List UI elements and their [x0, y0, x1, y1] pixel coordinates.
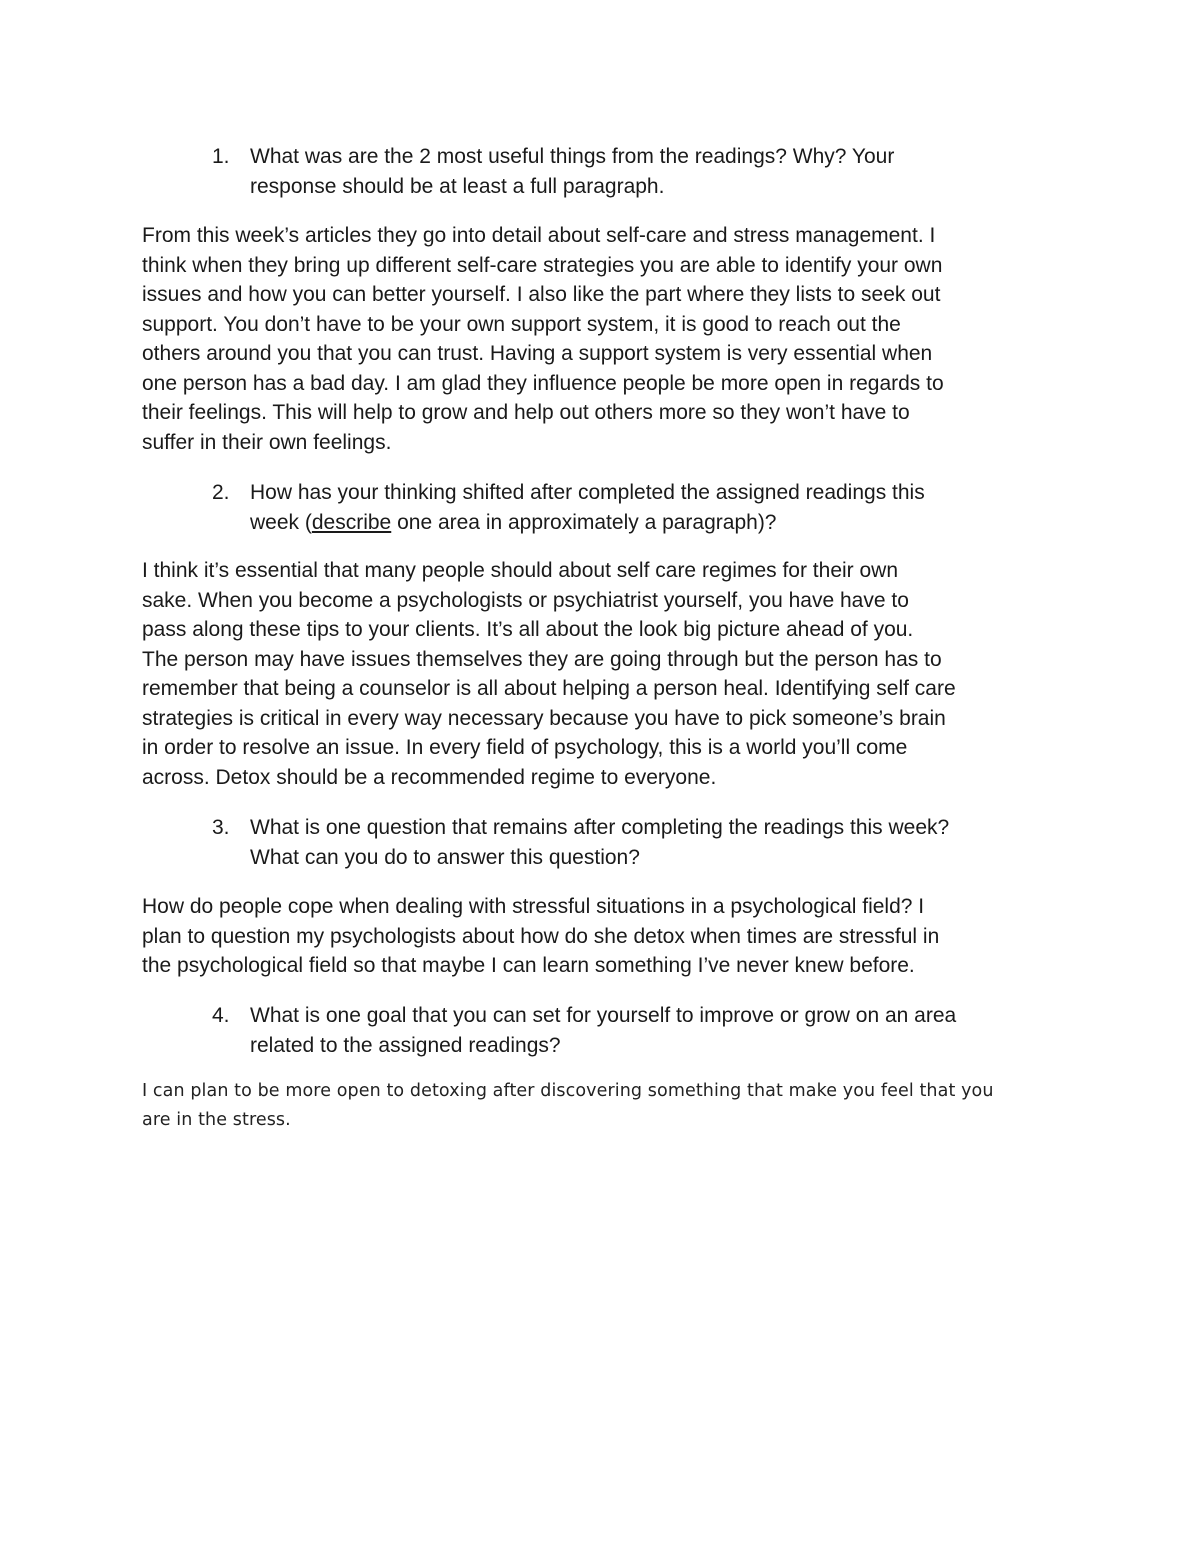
answer-3: [142, 892, 1072, 981]
question-2-line-2-prefix: week (: [250, 511, 312, 534]
question-2-line-2: [250, 508, 1072, 538]
question-2-underlined-word: describe: [311, 511, 392, 534]
answer-4: [142, 1077, 1072, 1135]
question-3-line-1: What is one question that remains after completing the readings this week?: [250, 816, 950, 839]
answer-3-line-2: plan to question my psychologists about how do she detox when times are stressful in: [142, 924, 940, 948]
answer-2-line-6: strategies is critical in every way necessary because you have to pick someone’s brain: [142, 706, 946, 730]
answer-1-line-6: one person has a bad day. I am glad they influence people be more open in regards to: [142, 371, 944, 395]
answer-2-line-3: pass along these tips to your clients. It’s all about the look big picture ahead of you.: [142, 618, 914, 641]
answer-1-line-8: suffer in their own feelings.: [142, 430, 392, 454]
answer-1-line-7: their feelings. This will help to grow and help out others more so they won’t have to: [142, 401, 910, 424]
answer-1-line-5: others around you that you can trust. Having a support system is very essential when: [142, 342, 933, 365]
answer-1-line-2: think when they bring up different self-care strategies you are able to identify your own: [142, 253, 943, 277]
question-2: [212, 478, 1072, 538]
answer-1-line-3: issues and how you can better yourself. I also like the part where they lists to seek out: [142, 283, 941, 306]
answer-2-line-2: sake. When you become a psychologists or psychiatrist yourself, you have have to: [142, 588, 909, 612]
question-2-line-1: How has your thinking shifted after completed the assigned readings this: [250, 481, 925, 504]
answer-1: [142, 221, 1072, 457]
question-4-number: 4.: [212, 1004, 230, 1027]
answer-2-line-5: remember that being a counselor is all about helping a person heal. Identifying self care: [142, 677, 956, 700]
question-2-number: 2.: [212, 481, 230, 504]
question-1: [212, 142, 1072, 202]
answer-3-line-3: the psychological field so that maybe I can learn something I’ve never knew before.: [142, 954, 915, 977]
answer-2-line-8: across. Detox should be a recommended regime to everyone.: [142, 765, 717, 789]
question-2-line-2-suffix: one area in approximately a paragraph)?: [391, 511, 777, 534]
question-3-number: 3.: [212, 816, 230, 839]
question-3: [212, 813, 1072, 873]
answer-2-line-4: The person may have issues themselves they are going through but the person has to: [142, 647, 942, 671]
question-1-number: 1.: [212, 145, 230, 168]
answer-3-line-1: How do people cope when dealing with stressful situations in a psychological field? I: [142, 895, 925, 918]
answer-4-line-2: are in the stress.: [142, 1110, 291, 1130]
answer-4-line-1: I can plan to be more open to detoxing after discovering something that make you feel that you: [142, 1081, 994, 1101]
question-4-line-2: related to the assigned readings?: [250, 1034, 561, 1057]
question-4-line-1: What is one goal that you can set for yourself to improve or grow on an area: [250, 1004, 957, 1027]
answer-1-line-4: support. You don’t have to be your own support system, it is good to reach out the: [142, 312, 901, 336]
question-3-line-2: What can you do to answer this question?: [250, 846, 640, 869]
question-1-line-2: response should be at least a full paragraph.: [250, 175, 665, 198]
answer-2-line-1: I think it’s essential that many people should about self care regimes for their own: [142, 559, 899, 582]
answer-2: [142, 556, 1072, 792]
answer-1-line-1: From this week’s articles they go into detail about self-care and stress management. I: [142, 224, 936, 247]
answer-2-line-7: in order to resolve an issue. In every field of psychology, this is a world you’ll come: [142, 736, 908, 759]
question-4: [212, 1001, 1072, 1061]
question-1-line-1: What was are the 2 most useful things from the readings? Why? Your: [250, 145, 895, 168]
